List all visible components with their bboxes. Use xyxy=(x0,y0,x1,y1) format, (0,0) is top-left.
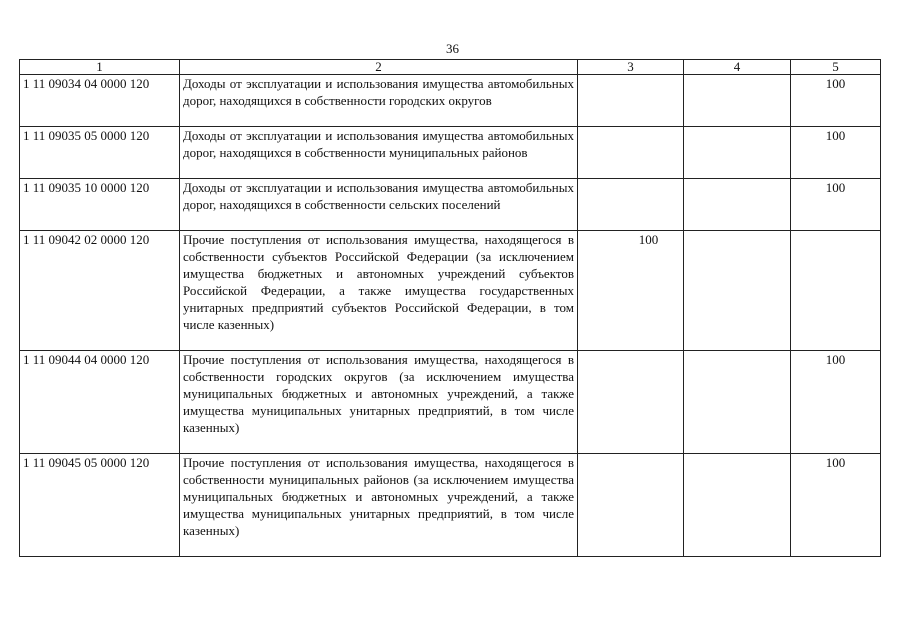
value-text: 100 xyxy=(825,455,846,470)
value-text: 100 xyxy=(825,128,846,143)
revenue-code-cell: 1 11 09042 02 0000 120 xyxy=(20,231,180,351)
page-number: 36 xyxy=(446,41,459,56)
column-4-value-cell xyxy=(684,127,791,179)
value-text: 100 xyxy=(825,352,846,367)
table-header-row xyxy=(20,60,881,75)
revenue-description-cell: Прочие поступления от использования имущества, находящегося в собственности муниципальных районов (за исключением имущества муниципальных бюджетных и автономных учреждений, а также имущества муниципальных унитарных предприятий, в том числе казенных) xyxy=(180,454,578,557)
revenue-distribution-table xyxy=(19,59,881,557)
value-text: 100 xyxy=(825,180,846,195)
column-5-value-cell xyxy=(791,179,881,231)
table-row xyxy=(20,231,881,351)
column-4-value-cell xyxy=(684,231,791,351)
revenue-description-cell: Доходы от эксплуатации и использования имущества автомобильных дорог, находящихся в собственности сельских поселений xyxy=(180,179,578,231)
column-3-value-cell xyxy=(578,454,684,557)
revenue-code-cell: 1 11 09045 05 0000 120 xyxy=(20,454,180,557)
column-3-value-cell xyxy=(578,75,684,127)
column-5-value-cell xyxy=(791,127,881,179)
revenue-description-cell: Прочие поступления от использования имущества, находящегося в собственности субъектов Российской Федерации (за исключением имущества бюджетных и автономных учреждений субъектов Российской Федерации, а также имущества государственных унитарных предприятий субъектов Российской Федерации, в том числе казенных) xyxy=(180,231,578,351)
table-row xyxy=(20,127,881,179)
table-row xyxy=(20,75,881,127)
revenue-description-cell: Прочие поступления от использования имущества, находящегося в собственности городских округов (за исключением имущества муниципальных бюджетных и автономных учреждений, а также имущества муниципальных унитарных предприятий, в том числе казенных) xyxy=(180,351,578,454)
revenue-code-cell: 1 11 09034 04 0000 120 xyxy=(20,75,180,127)
column-3-value-cell xyxy=(578,231,684,351)
column-header: 3 xyxy=(578,60,684,75)
revenue-code-cell: 1 11 09035 10 0000 120 xyxy=(20,179,180,231)
column-header: 2 xyxy=(180,60,578,75)
column-3-value-cell xyxy=(578,127,684,179)
revenue-description-cell: Доходы от эксплуатации и использования имущества автомобильных дорог, находящихся в собственности муниципальных районов xyxy=(180,127,578,179)
column-4-value-cell xyxy=(684,454,791,557)
revenue-code-cell: 1 11 09035 05 0000 120 xyxy=(20,127,180,179)
column-5-value-cell xyxy=(791,351,881,454)
column-5-value-cell xyxy=(791,454,881,557)
column-4-value-cell xyxy=(684,351,791,454)
value-text: 100 xyxy=(638,232,659,247)
revenue-description-cell: Доходы от эксплуатации и использования имущества автомобильных дорог, находящихся в собственности городских округов xyxy=(180,75,578,127)
column-header: 1 xyxy=(20,60,180,75)
column-5-value-cell xyxy=(791,231,881,351)
column-header: 5 xyxy=(791,60,881,75)
value-text: 100 xyxy=(825,76,846,91)
column-3-value-cell xyxy=(578,351,684,454)
column-5-value-cell xyxy=(791,75,881,127)
table-row xyxy=(20,179,881,231)
column-3-value-cell xyxy=(578,179,684,231)
column-header: 4 xyxy=(684,60,791,75)
column-4-value-cell xyxy=(684,75,791,127)
column-4-value-cell xyxy=(684,179,791,231)
revenue-code-cell: 1 11 09044 04 0000 120 xyxy=(20,351,180,454)
table-row xyxy=(20,454,881,557)
table-row xyxy=(20,351,881,454)
